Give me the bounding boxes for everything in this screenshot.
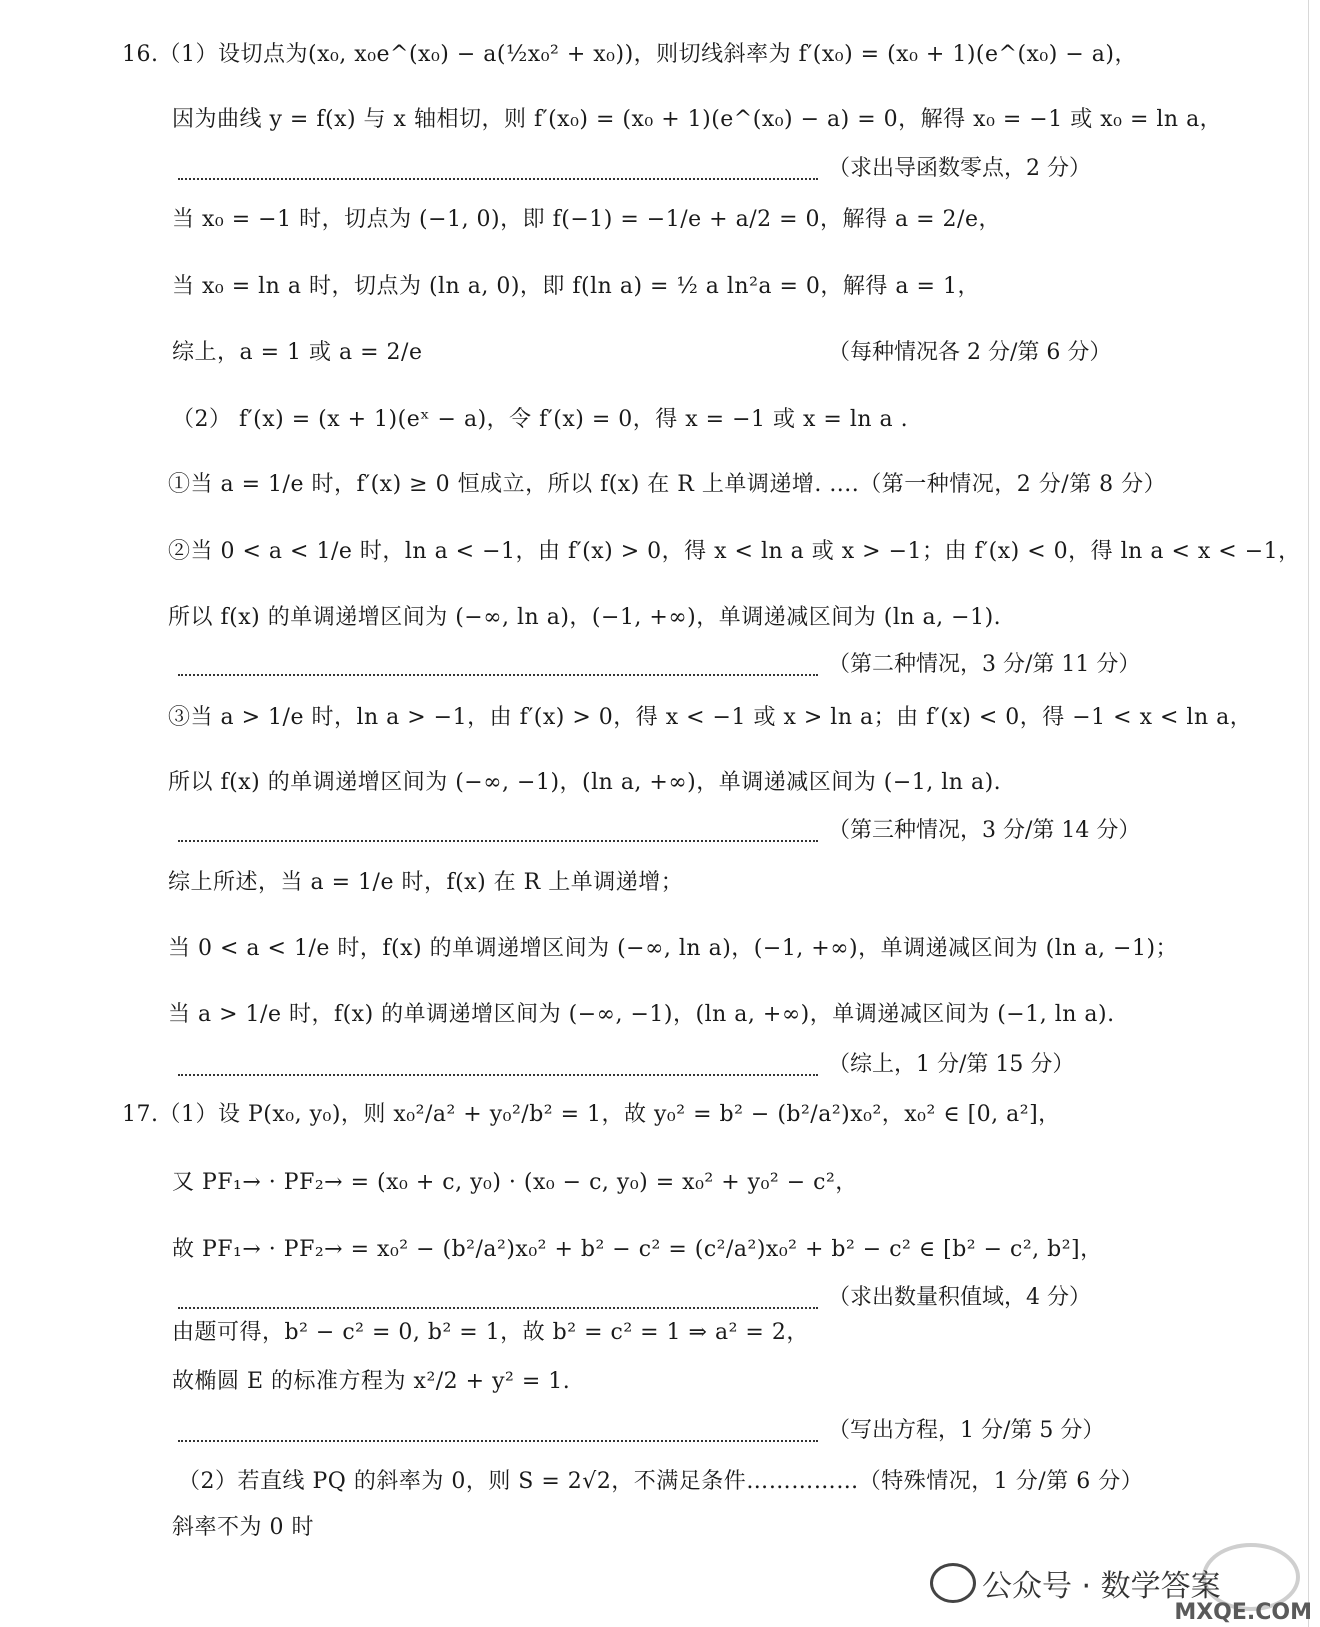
score-note: （第二种情况，3 分/第 11 分） [828, 652, 1141, 677]
score-note: （求出导函数零点，2 分） [828, 156, 1091, 181]
text-line: （2）若直线 PQ 的斜率为 0，则 S = 2√2，不满足条件……………（特殊情况，1 分/第 6 分） [178, 1469, 1144, 1494]
text-line: 综上，a = 1 或 a = 2/e [172, 340, 423, 365]
text-line: 16.（1）设切点为(x₀, x₀e^(x₀) − a(½x₀² + x₀))，则切线斜率为 f′(x₀) = (x₀ + 1)(e^(x₀) − a)， [122, 42, 1137, 67]
text-line: 所以 f(x) 的单调递增区间为 (−∞, ln a)，(−1, +∞)，单调递减区间为 (ln a, −1). [168, 605, 1002, 630]
text-line: 由题可得，b² − c² = 0, b² = 1，故 b² = c² = 1 ⇒ a² = 2， [172, 1320, 809, 1345]
text-line: 当 0 < a < 1/e 时，f(x) 的单调递增区间为 (−∞, ln a)，(−1, +∞)，单调递减区间为 (ln a, −1)； [168, 936, 1179, 961]
watermark-site: MXQE.COM [1174, 1600, 1312, 1625]
watermark-text: 公众号 · 数学答案 [982, 1569, 1221, 1604]
dotted-leader [178, 1305, 818, 1309]
text-line: 综上所述，当 a = 1/e 时，f(x) 在 R 上单调递增； [168, 870, 684, 895]
dotted-leader [178, 176, 818, 180]
watermark [930, 1543, 1320, 1627]
text-line: 所以 f(x) 的单调递增区间为 (−∞, −1)，(ln a, +∞)，单调递减区间为 (−1, ln a). [168, 770, 1002, 795]
score-note: （写出方程，1 分/第 5 分） [828, 1418, 1105, 1443]
text-line: 斜率不为 0 时 [172, 1515, 314, 1540]
dotted-leader [178, 1438, 818, 1442]
text-line: 17.（1）设 P(x₀, y₀)，则 x₀²/a² + y₀²/b² = 1，故 y₀² = b² − (b²/a²)x₀²，x₀² ∈ [0, a²]， [122, 1102, 1061, 1127]
text-line: 当 x₀ = ln a 时，切点为 (ln a, 0)，即 f(ln a) = ½ a ln²a = 0，解得 a = 1， [172, 274, 980, 299]
score-note: （第三种情况，3 分/第 14 分） [828, 818, 1141, 843]
dotted-leader [178, 672, 818, 676]
text-line: 当 x₀ = −1 时，切点为 (−1, 0)，即 f(−1) = −1/e + a/2 = 0，解得 a = 2/e， [172, 207, 1001, 232]
text-line: 故椭圆 E 的标准方程为 x²/2 + y² = 1. [172, 1369, 571, 1394]
wechat-icon [930, 1563, 976, 1603]
dotted-leader [178, 838, 818, 842]
text-line: 又 PF₁→ · PF₂→ = (x₀ + c, y₀) · (x₀ − c, y₀) = x₀² + y₀² − c²， [172, 1170, 858, 1195]
text-line: ①当 a = 1/e 时，f′(x) ≥ 0 恒成立，所以 f(x) 在 R 上单调递增. ....（第一种情况，2 分/第 8 分） [168, 472, 1167, 497]
dotted-leader [178, 1072, 818, 1076]
score-note: （每种情况各 2 分/第 6 分） [828, 340, 1112, 365]
score-note: （求出数量积值域，4 分） [828, 1285, 1091, 1310]
text-line: 故 PF₁→ · PF₂→ = x₀² − (b²/a²)x₀² + b² − c² = (c²/a²)x₀² + b² − c² ∈ [b² − c², b²]， [172, 1237, 1103, 1262]
text-line: 因为曲线 y = f(x) 与 x 轴相切，则 f′(x₀) = (x₀ + 1)(e^(x₀) − a) = 0，解得 x₀ = −1 或 x₀ = ln a， [172, 107, 1223, 132]
score-note: （综上，1 分/第 15 分） [828, 1052, 1075, 1077]
text-line: 当 a > 1/e 时，f(x) 的单调递增区间为 (−∞, −1)，(ln a, +∞)，单调递减区间为 (−1, ln a). [168, 1002, 1115, 1027]
text-line: ②当 0 < a < 1/e 时，ln a < −1，由 f′(x) > 0，得 x < ln a 或 x > −1；由 f′(x) < 0，得 ln a < x < −1， [168, 539, 1301, 564]
text-line: （2） f′(x) = (x + 1)(eˣ − a)，令 f′(x) = 0，得 x = −1 或 x = ln a . [172, 407, 909, 432]
text-line: ③当 a > 1/e 时，ln a > −1，由 f′(x) > 0，得 x < −1 或 x > ln a；由 f′(x) < 0，得 −1 < x < ln a， [168, 705, 1253, 730]
